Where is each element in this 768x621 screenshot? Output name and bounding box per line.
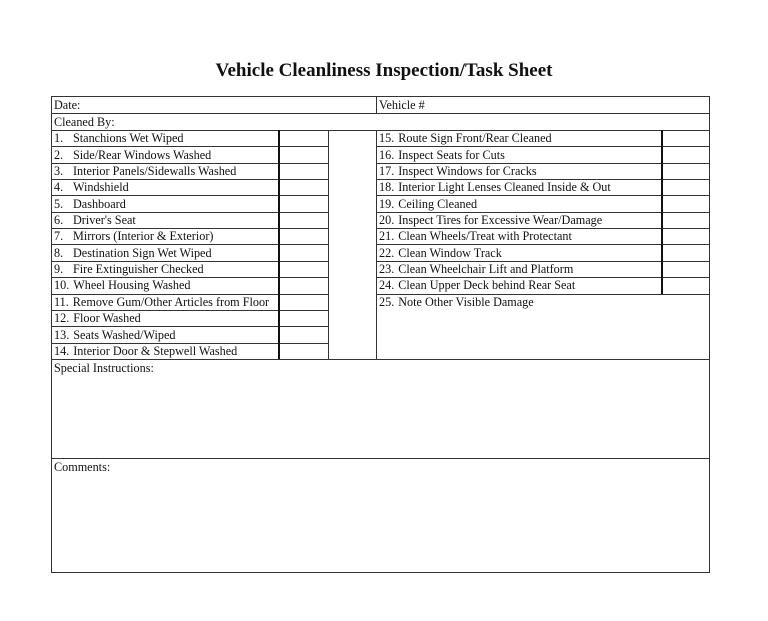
- cleaned-by-field[interactable]: Cleaned By:: [54, 114, 115, 129]
- left-check-column-right: [328, 130, 329, 359]
- task-item-label: [52, 228, 277, 244]
- task-item-text: Dashboard: [73, 196, 126, 211]
- task-item-label: [52, 310, 277, 326]
- task-item-label: [377, 228, 660, 244]
- task-item-number: 14.: [54, 343, 70, 358]
- task-item-text: Route Sign Front/Rear Cleaned: [398, 131, 552, 146]
- task-item-label: [52, 261, 277, 277]
- task-item-text: Clean Upper Deck behind Rear Seat: [398, 278, 576, 293]
- task-item-number: 12.: [54, 311, 70, 326]
- task-item-label: [377, 147, 660, 163]
- task-item-text: Floor Washed: [73, 311, 141, 326]
- special-instructions-label: Special Instructions:: [54, 360, 154, 375]
- task-item-text: Driver's Seat: [73, 213, 136, 228]
- special-instructions-field[interactable]: [53, 377, 708, 456]
- comments-field[interactable]: [53, 476, 708, 571]
- task-item-text: Inspect Tires for Excessive Wear/Damage: [398, 213, 603, 228]
- task-item-number: 10.: [54, 278, 70, 293]
- special-instructions-bottom: [51, 458, 710, 459]
- task-item-label: [377, 163, 660, 179]
- task-check-cell-24[interactable]: [662, 278, 708, 292]
- task-item-number: 18.: [379, 180, 395, 195]
- task-item-number: 25.: [379, 294, 395, 309]
- task-check-cell-15[interactable]: [662, 131, 708, 145]
- task-item-number: 7.: [54, 229, 64, 244]
- task-item-label: [52, 163, 277, 179]
- comments-label: Comments:: [54, 460, 111, 474]
- task-item-number: 21.: [379, 229, 395, 244]
- left-check-column-divider: [278, 130, 280, 359]
- vehicle-number-field[interactable]: Vehicle #: [379, 97, 425, 112]
- task-item-text: Interior Light Lenses Cleaned Inside & Out: [398, 180, 611, 195]
- task-item-label: [52, 196, 277, 212]
- task-item-label: [52, 245, 277, 261]
- task-item-text: Clean Wheels/Treat with Protectant: [398, 229, 572, 244]
- task-check-cell-2[interactable]: [279, 147, 327, 161]
- task-item-label: [52, 343, 277, 359]
- task-item-number: 23.: [379, 262, 395, 277]
- task-item-text: Inspect Seats for Cuts: [398, 147, 505, 162]
- task-check-cell-5[interactable]: [279, 196, 327, 210]
- task-item-text: Clean Wheelchair Lift and Platform: [398, 262, 574, 277]
- task-item-number: 1.: [54, 131, 64, 146]
- task-check-cell-14[interactable]: [279, 344, 327, 358]
- task-item-text: Side/Rear Windows Washed: [73, 147, 212, 162]
- task-item-text: Destination Sign Wet Wiped: [73, 245, 212, 260]
- task-item-text: Inspect Windows for Cracks: [398, 164, 537, 178]
- task-item-number: 6.: [54, 213, 64, 228]
- task-item-number: 2.: [54, 147, 64, 162]
- task-item-number: 17.: [379, 164, 395, 178]
- task-item-label: [52, 294, 277, 310]
- right-check-column-divider: [661, 130, 663, 294]
- task-check-cell-8[interactable]: [279, 245, 327, 259]
- task-check-cell-20[interactable]: [662, 213, 708, 227]
- task-item-number: 15.: [379, 131, 395, 146]
- task-item-text: Clean Window Track: [398, 245, 502, 260]
- task-item-label: [377, 179, 660, 195]
- task-check-cell-9[interactable]: [279, 262, 327, 276]
- task-check-cell-17[interactable]: [662, 164, 708, 178]
- task-item-number: 9.: [54, 262, 64, 277]
- task-item-number: 3.: [54, 164, 64, 178]
- task-item-label: [52, 277, 277, 293]
- task-item-text: Fire Extinguisher Checked: [73, 262, 204, 277]
- task-check-cell-11[interactable]: [279, 295, 327, 309]
- task-check-cell-7[interactable]: [279, 229, 327, 243]
- task-item-number: 4.: [54, 180, 64, 195]
- document-title: Vehicle Cleanliness Inspection/Task Sheet: [215, 60, 553, 81]
- task-item-text: Interior Door & Stepwell Washed: [73, 343, 238, 358]
- task-item-text: Windshield: [73, 180, 129, 195]
- task-item-label: [377, 245, 660, 261]
- task-check-cell-12[interactable]: [279, 311, 327, 325]
- task-item-label: [377, 212, 660, 228]
- task-item-label: [377, 196, 660, 212]
- task-check-cell-16[interactable]: [662, 147, 708, 161]
- task-check-cell-13[interactable]: [279, 327, 327, 341]
- task-item-label: [52, 130, 277, 146]
- task-item-label: [377, 130, 660, 146]
- task-check-cell-22[interactable]: [662, 245, 708, 259]
- task-item-number: 16.: [379, 147, 395, 162]
- task-item-text: Seats Washed/Wiped: [73, 327, 176, 342]
- task-item-number: 8.: [54, 245, 64, 260]
- task-item-text: Note Other Visible Damage: [398, 294, 534, 309]
- task-item-text: Interior Panels/Sidewalls Washed: [73, 164, 237, 178]
- task-item-label: [377, 277, 660, 293]
- task-item-number: 20.: [379, 213, 395, 228]
- task-item-label: [52, 212, 277, 228]
- task-check-cell-19[interactable]: [662, 196, 708, 210]
- visible-damage-notes-area[interactable]: [378, 310, 708, 357]
- task-item-text: Ceiling Cleaned: [398, 196, 478, 211]
- task-check-cell-23[interactable]: [662, 262, 708, 276]
- task-item-number: 11.: [54, 294, 69, 309]
- task-item-text: Remove Gum/Other Articles from Floor: [72, 294, 270, 309]
- task-item-number: 22.: [379, 245, 395, 260]
- task-check-cell-21[interactable]: [662, 229, 708, 243]
- task-item-text: Stanchions Wet Wiped: [73, 131, 184, 146]
- task-item-label: [377, 294, 660, 310]
- task-item-text: Wheel Housing Washed: [73, 278, 191, 293]
- task-item-number: 13.: [54, 327, 70, 342]
- task-item-text: Mirrors (Interior & Exterior): [73, 229, 214, 244]
- task-check-cell-10[interactable]: [279, 278, 327, 292]
- task-item-number: 19.: [379, 196, 395, 211]
- task-item-label: [52, 327, 277, 343]
- task-check-cell-4[interactable]: [279, 180, 327, 194]
- task-check-cell-3[interactable]: [279, 164, 327, 178]
- task-item-label: [52, 179, 277, 195]
- task-check-cell-18[interactable]: [662, 180, 708, 194]
- task-item-number: 24.: [379, 278, 395, 293]
- date-field[interactable]: Date:: [54, 97, 81, 112]
- task-check-cell-1[interactable]: [279, 131, 327, 145]
- task-item-label: [377, 261, 660, 277]
- task-check-cell-6[interactable]: [279, 213, 327, 227]
- task-item-label: [52, 147, 277, 163]
- task-item-number: 5.: [54, 196, 64, 211]
